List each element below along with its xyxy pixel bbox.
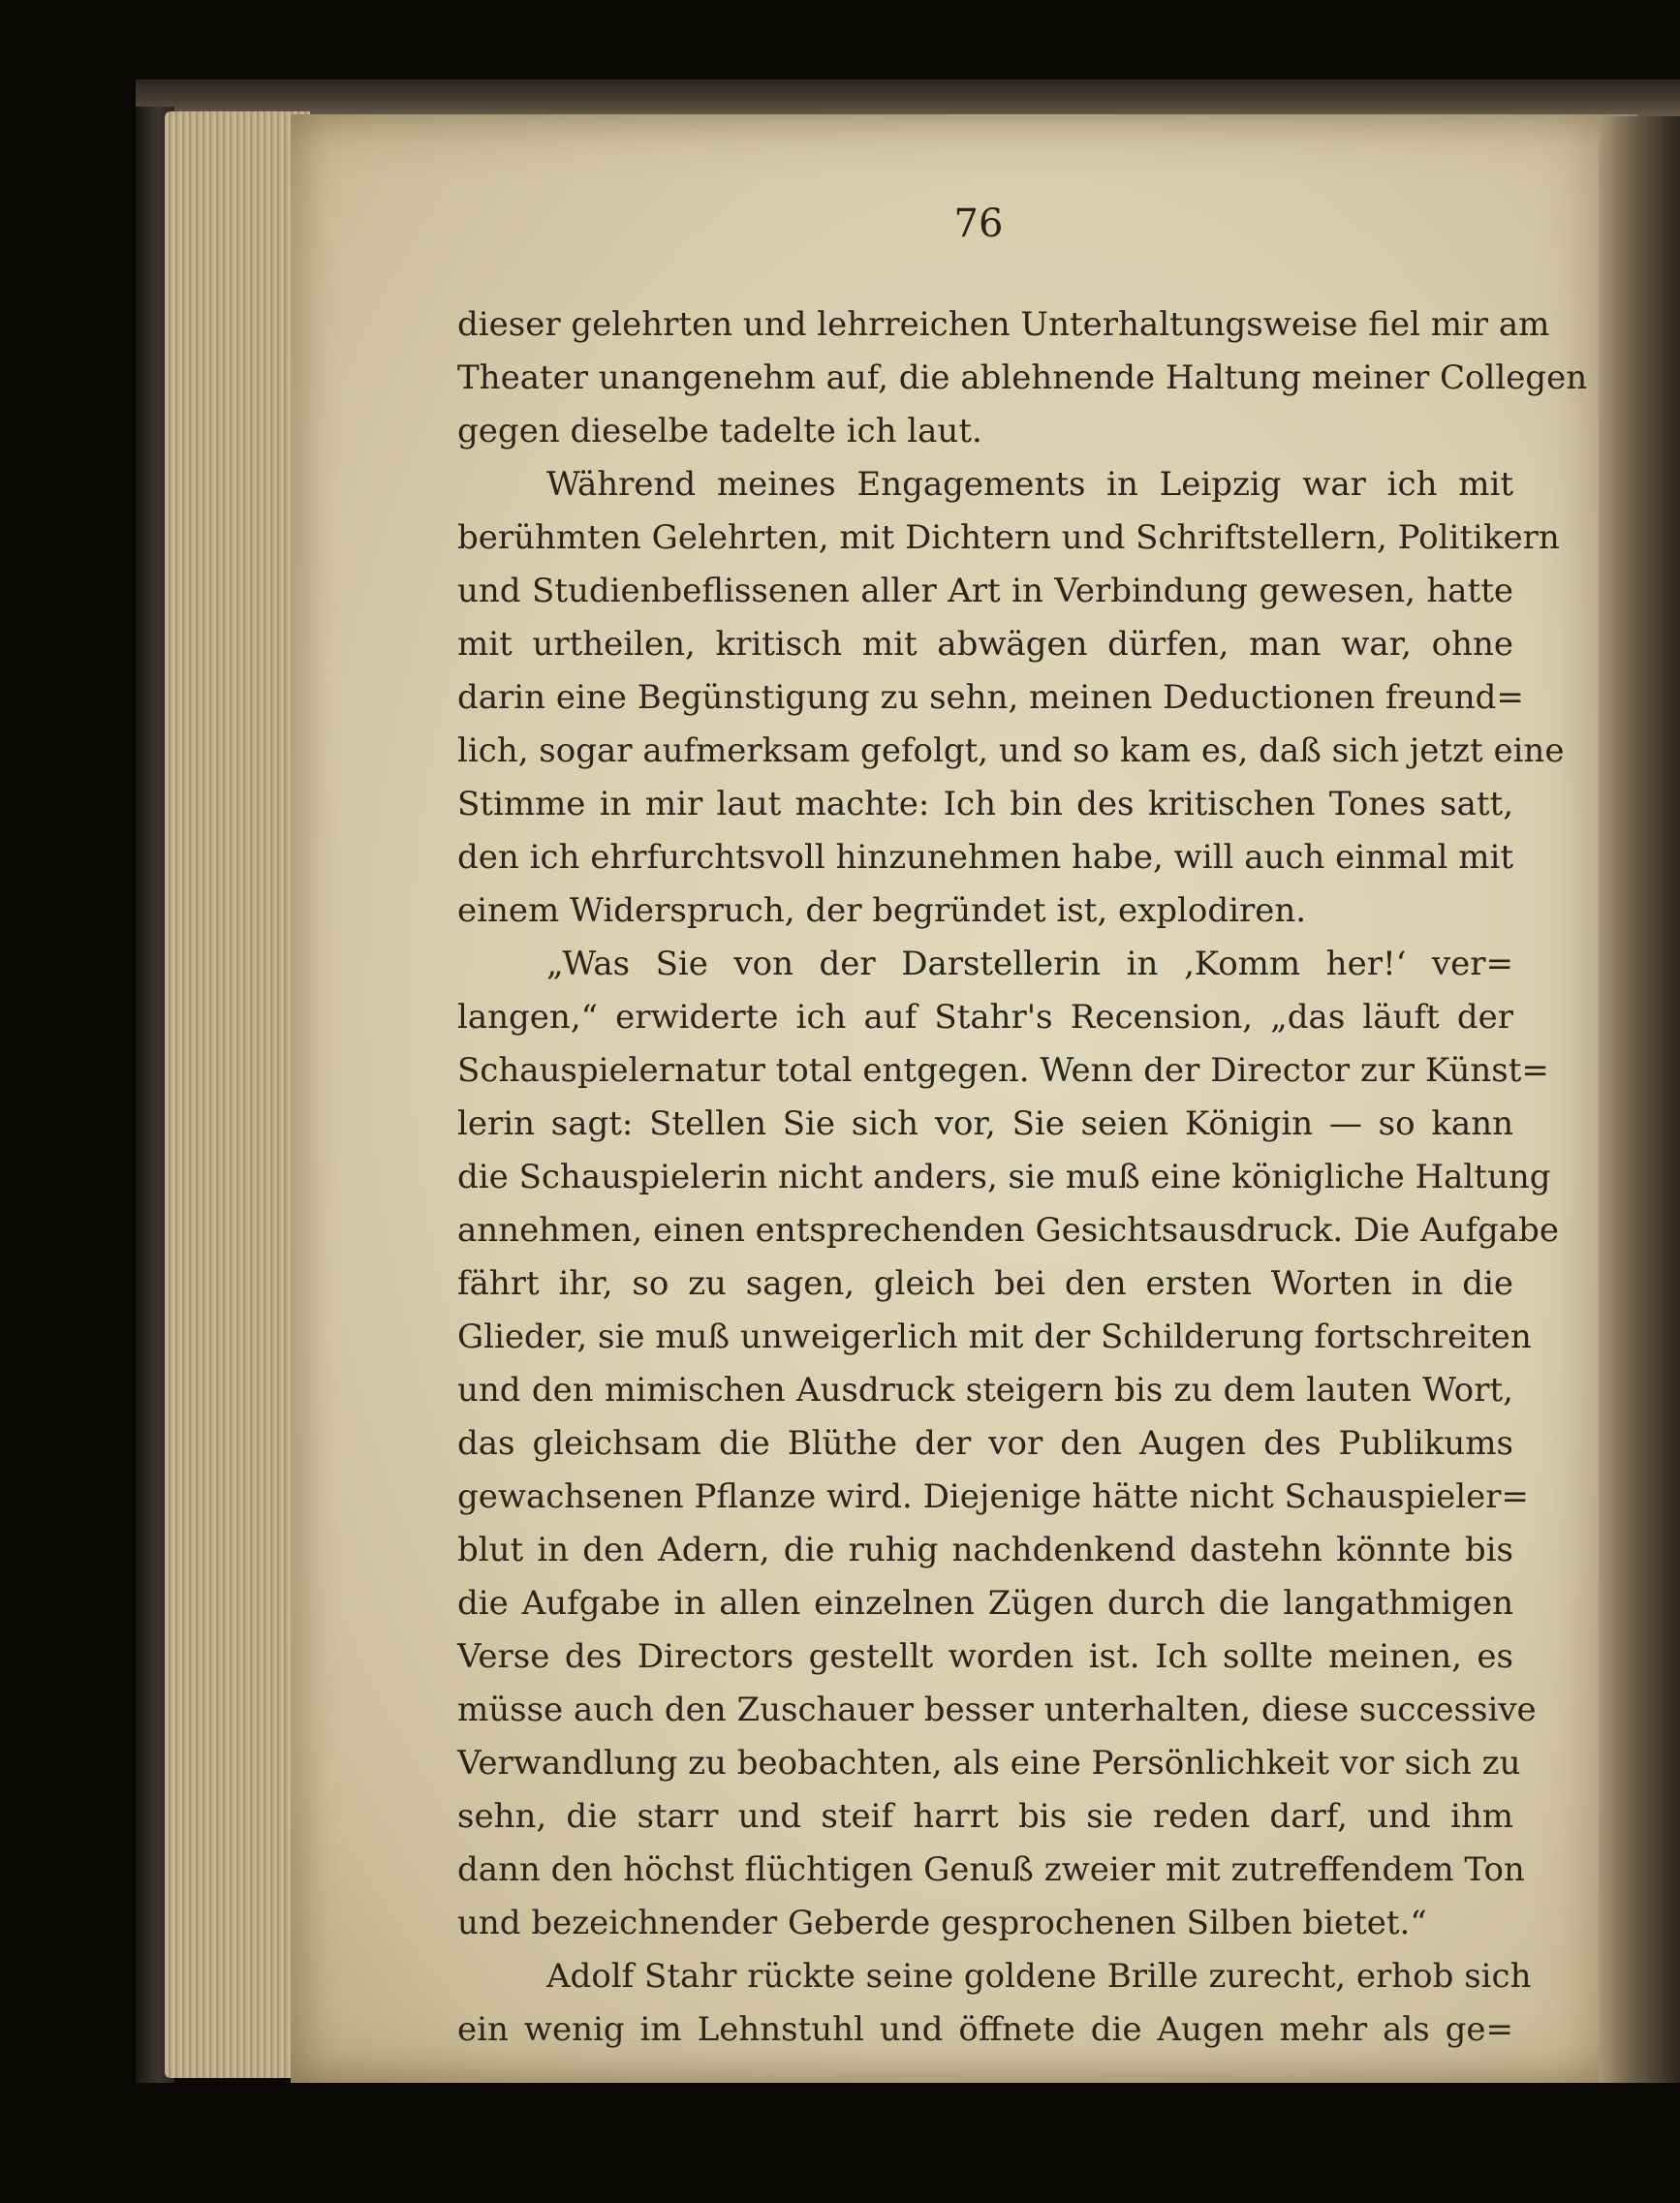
text-line: das gleichsam die Blüthe der vor den Augen des Publikums xyxy=(457,1424,1513,1463)
text-line: „Was Sie von der Darstellerin in ‚Komm her!‘ ver= xyxy=(546,945,1513,983)
text-line: Theater unangenehm auf, die ablehnende Haltung meiner Collegen xyxy=(457,358,1588,397)
text-line: müsse auch den Zuschauer besser unterhalten, diese successive xyxy=(457,1691,1537,1729)
text-line: die Schauspielerin nicht anders, sie muß eine königliche Haltung xyxy=(457,1158,1551,1196)
text-line: Verwandlung zu beobachten, als eine Persönlichkeit vor sich zu xyxy=(457,1744,1521,1783)
text-line: gegen dieselbe tadelte ich laut. xyxy=(457,412,982,450)
text-line: und den mimischen Ausdruck steigern bis zu dem lauten Wort, xyxy=(457,1371,1513,1410)
text-line: Adolf Stahr rückte seine goldene Brille zurecht, erhob sich xyxy=(546,1957,1532,1996)
text-line: dieser gelehrten und lehrreichen Unterhaltungsweise fiel mir am xyxy=(457,305,1550,344)
page-text-block xyxy=(457,298,1588,2057)
text-line: und bezeichnender Geberde gesprochenen Silben bietet.“ xyxy=(457,1904,1427,1942)
text-line: lich, sogar aufmerksam gefolgt, und so kam es, daß sich jetzt eine xyxy=(457,731,1565,770)
text-line: mit urtheilen, kritisch mit abwägen dürfen, man war, ohne xyxy=(457,625,1513,664)
text-line: ein wenig im Lehnstuhl und öffnete die Augen mehr als ge= xyxy=(457,2010,1513,2049)
text-line: blut in den Adern, die ruhig nachdenkend dastehn könnte bis xyxy=(457,1531,1513,1569)
book-gutter xyxy=(1599,116,1680,2083)
text-line: Während meines Engagements in Leipzig war ich mit xyxy=(546,465,1513,504)
text-line: Schauspielernatur total entgegen. Wenn der Director zur Künst= xyxy=(457,1051,1549,1090)
text-line: langen,“ erwiderte ich auf Stahr's Recension, „das läuft der xyxy=(457,998,1513,1037)
text-line: und Studienbeflissenen aller Art in Verbindung gewesen, hatte xyxy=(457,572,1513,610)
text-line: fährt ihr, so zu sagen, gleich bei den ersten Worten in die xyxy=(457,1264,1513,1303)
text-line: Stimme in mir laut machte: Ich bin des kritischen Tones satt, xyxy=(457,785,1513,823)
text-line: annehmen, einen entsprechenden Gesichtsausdruck. Die Aufgabe xyxy=(457,1211,1559,1250)
text-line: Glieder, sie muß unweigerlich mit der Schilderung fortschreiten xyxy=(457,1318,1532,1356)
text-line: berühmten Gelehrten, mit Dichtern und Schriftstellern, Politikern xyxy=(457,518,1560,557)
text-line: Verse des Directors gestellt worden ist. Ich sollte meinen, es xyxy=(457,1637,1513,1676)
text-line: gewachsenen Pflanze wird. Diejenige hätte nicht Schauspieler= xyxy=(457,1477,1529,1516)
book-cover-top-edge xyxy=(136,79,1680,118)
page-number: 76 xyxy=(953,202,1004,246)
text-line: einem Widerspruch, der begründet ist, explodiren. xyxy=(457,891,1307,930)
text-line: dann den höchst flüchtigen Genuß zweier mit zutreffendem Ton xyxy=(457,1850,1525,1889)
stacked-page-edges xyxy=(165,111,310,2078)
text-line: darin eine Begünstigung zu sehn, meinen Deductionen freund= xyxy=(457,678,1524,717)
text-line: die Aufgabe in allen einzelnen Zügen durch die langathmigen xyxy=(457,1584,1513,1623)
text-line: den ich ehrfurchtsvoll hinzunehmen habe, will auch einmal mit xyxy=(457,838,1513,877)
text-line: sehn, die starr und steif harrt bis sie reden darf, und ihm xyxy=(457,1797,1513,1836)
text-line: lerin sagt: Stellen Sie sich vor, Sie seien Königin — so kann xyxy=(457,1104,1513,1143)
